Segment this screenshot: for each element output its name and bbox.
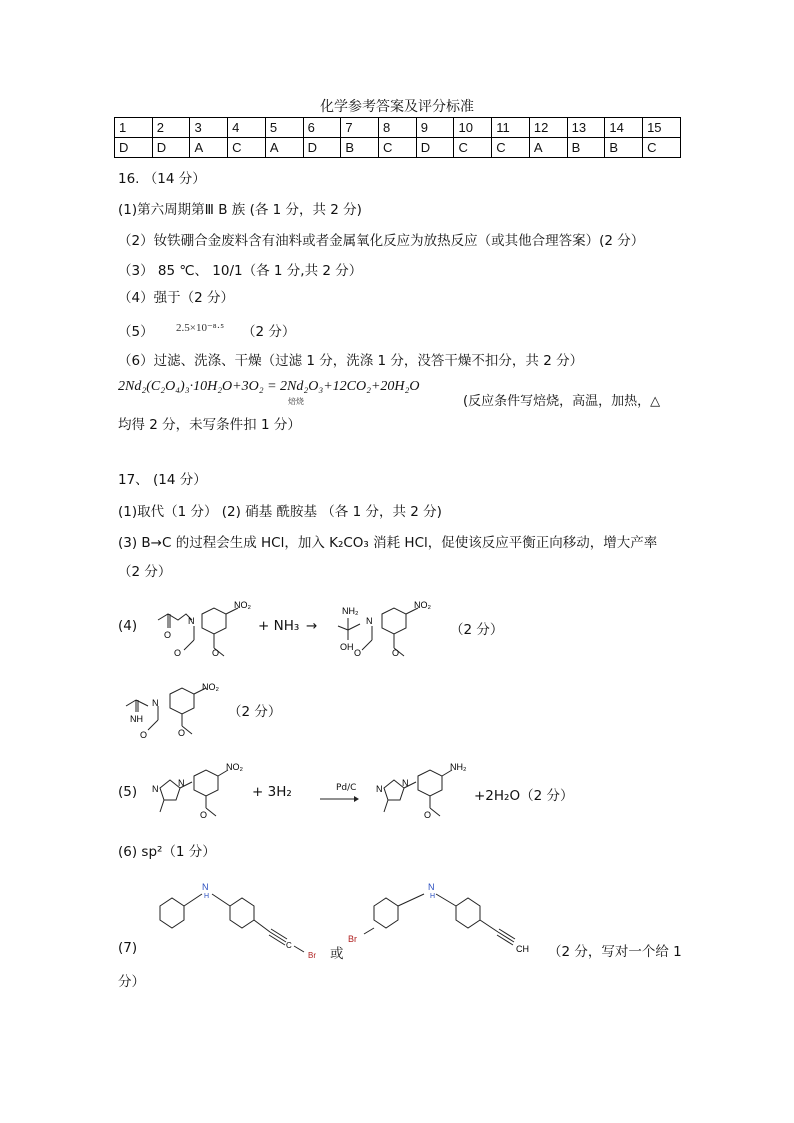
atom-nh2: NH₂ xyxy=(342,606,359,616)
q17-part4-plus: + NH₃ xyxy=(258,618,300,634)
atom-no2: NO₂ xyxy=(202,682,219,692)
answer-table-answer-row xyxy=(115,138,681,158)
table-cell: C xyxy=(379,138,417,158)
q16-header: 16. （14 分） xyxy=(118,171,206,187)
table-cell: 11 xyxy=(492,118,530,138)
table-cell: 14 xyxy=(605,118,643,138)
atom-nh: NH xyxy=(130,714,143,724)
q16-part2: （2）钕铁硼合金废料含有油料或者金属氧化反应为放热反应（或其他合理答案）(2 分） xyxy=(118,233,645,249)
atom-o: O xyxy=(140,730,148,740)
atom-nh2: NH₂ xyxy=(450,762,467,772)
atom-br: Br xyxy=(308,951,316,960)
table-cell: 8 xyxy=(379,118,417,138)
atom-o: O xyxy=(178,728,186,738)
table-cell: 13 xyxy=(567,118,605,138)
table-cell: D xyxy=(303,138,341,158)
table-cell: C xyxy=(643,138,681,158)
atom-no2: NO₂ xyxy=(234,600,251,610)
q17-part1-2: (1)取代（1 分） (2) 硝基 酰胺基 （各 1 分，共 2 分) xyxy=(118,504,442,520)
q17-part7-score: （2 分，写对一个给 1 xyxy=(548,944,682,960)
structure-aminoalcohol-product xyxy=(330,594,440,684)
atom-o: O xyxy=(164,630,172,640)
atom-o: O xyxy=(354,648,362,658)
atom-n: N xyxy=(402,778,409,788)
atom-c: C xyxy=(286,941,292,950)
q17-part4-arrow: → xyxy=(306,618,318,634)
atom-o: O xyxy=(424,810,432,820)
table-cell: 15 xyxy=(643,118,681,138)
atom-n: N xyxy=(202,882,209,892)
table-cell: 1 xyxy=(115,118,153,138)
table-cell: D xyxy=(115,138,153,158)
q17-part7-score-cont: 分） xyxy=(118,974,145,990)
q17-part4-label: (4) xyxy=(118,618,138,634)
atom-oh: OH xyxy=(340,642,354,652)
table-cell: C xyxy=(228,138,266,158)
q16-equation-condition: 焙烧 xyxy=(288,397,304,406)
table-cell: 12 xyxy=(529,118,567,138)
table-cell: 10 xyxy=(454,118,492,138)
structure-nitro-imidazole xyxy=(148,758,258,838)
q17-part5-label: (5) xyxy=(118,784,138,800)
q16-equation-note-cont: 均得 2 分，未写条件扣 1 分） xyxy=(118,417,301,433)
table-cell: 4 xyxy=(228,118,266,138)
table-cell: D xyxy=(416,138,454,158)
q17-part5-plus: + 3H₂ xyxy=(252,784,292,800)
q16-equation: 2Nd₂(C₂O₄)₃·10H₂O+3O₂ = 2Nd₂O₃+12CO₂+20H₂O xyxy=(118,379,420,394)
table-cell: 2 xyxy=(152,118,190,138)
q17-part5-product: +2H₂O（2 分） xyxy=(474,788,574,804)
atom-n: N xyxy=(366,616,373,626)
q16-equation-note: (反应条件写焙烧，高温，加热，△ xyxy=(463,394,661,409)
page-title: 化学参考答案及评分标准 xyxy=(320,99,474,115)
table-cell: B xyxy=(605,138,643,158)
q17-part4b-score: （2 分） xyxy=(228,704,282,720)
table-cell: A xyxy=(190,138,228,158)
q17-part7-or: 或 xyxy=(330,946,344,962)
table-cell: 3 xyxy=(190,118,228,138)
answer-table-number-row xyxy=(115,118,681,138)
atom-no2: NO₂ xyxy=(226,762,243,772)
atom-o: O xyxy=(212,648,220,658)
atom-o: O xyxy=(392,648,400,658)
atom-h: H xyxy=(204,893,210,900)
q17-part6: (6) sp²（1 分） xyxy=(118,844,216,860)
atom-h: H xyxy=(430,893,436,900)
atom-n: N xyxy=(178,778,185,788)
q16-part6: （6）过滤、洗涤、干燥（过滤 1 分，洗涤 1 分，没答干燥不扣分，共 2 分） xyxy=(118,353,584,369)
reaction-arrow xyxy=(318,794,360,804)
atom-n: N xyxy=(428,882,435,892)
q17-part5-catalyst: Pd/C xyxy=(336,783,357,793)
atom-n: N xyxy=(376,784,383,794)
table-cell: 7 xyxy=(341,118,379,138)
table-cell: B xyxy=(567,138,605,158)
table-cell: 9 xyxy=(416,118,454,138)
table-cell: D xyxy=(152,138,190,158)
q16-part3: （3） 85 ℃、 10/1（各 1 分,共 2 分） xyxy=(118,263,363,279)
table-cell: C xyxy=(492,138,530,158)
structure-bromoalkyne-diarylamine xyxy=(150,876,330,966)
table-cell: A xyxy=(265,138,303,158)
table-cell: A xyxy=(529,138,567,158)
table-cell: C xyxy=(454,138,492,158)
q17-part3-cont: （2 分） xyxy=(118,564,172,580)
atom-ch: CH xyxy=(516,944,529,954)
q17-part4-score: （2 分） xyxy=(450,622,504,638)
atom-n: N xyxy=(152,698,159,708)
structure-imine-intermediate xyxy=(118,680,228,750)
structure-bromoaryl-ethynyl-diarylamine xyxy=(346,876,556,966)
q17-part7-label: (7) xyxy=(118,940,138,956)
structure-amino-imidazole xyxy=(372,758,482,838)
atom-br: Br xyxy=(348,934,357,944)
q16-part5-value: 2.5×10⁻⁸·⁵ xyxy=(176,322,225,334)
atom-no2: NO₂ xyxy=(414,600,431,610)
table-cell: 5 xyxy=(265,118,303,138)
q16-part5-score: （2 分） xyxy=(242,324,296,340)
table-cell: 6 xyxy=(303,118,341,138)
atom-o: O xyxy=(200,810,208,820)
answer-table xyxy=(114,117,681,158)
atom-o: O xyxy=(174,648,182,658)
structure-ketone-reactant xyxy=(150,594,260,684)
q16-part5-label: （5） xyxy=(118,324,154,340)
q17-header: 17、 (14 分） xyxy=(118,472,207,488)
q16-part1: (1)第六周期第Ⅲ B 族 (各 1 分，共 2 分) xyxy=(118,202,362,218)
q16-part4: （4）强于（2 分） xyxy=(118,290,234,306)
table-cell: B xyxy=(341,138,379,158)
atom-n: N xyxy=(152,784,159,794)
atom-n: N xyxy=(188,616,195,626)
q17-part3: (3) B→C 的过程会生成 HCl，加入 K₂CO₃ 消耗 HCl，促使该反应平衡正向移动，增大产率 xyxy=(118,535,658,551)
